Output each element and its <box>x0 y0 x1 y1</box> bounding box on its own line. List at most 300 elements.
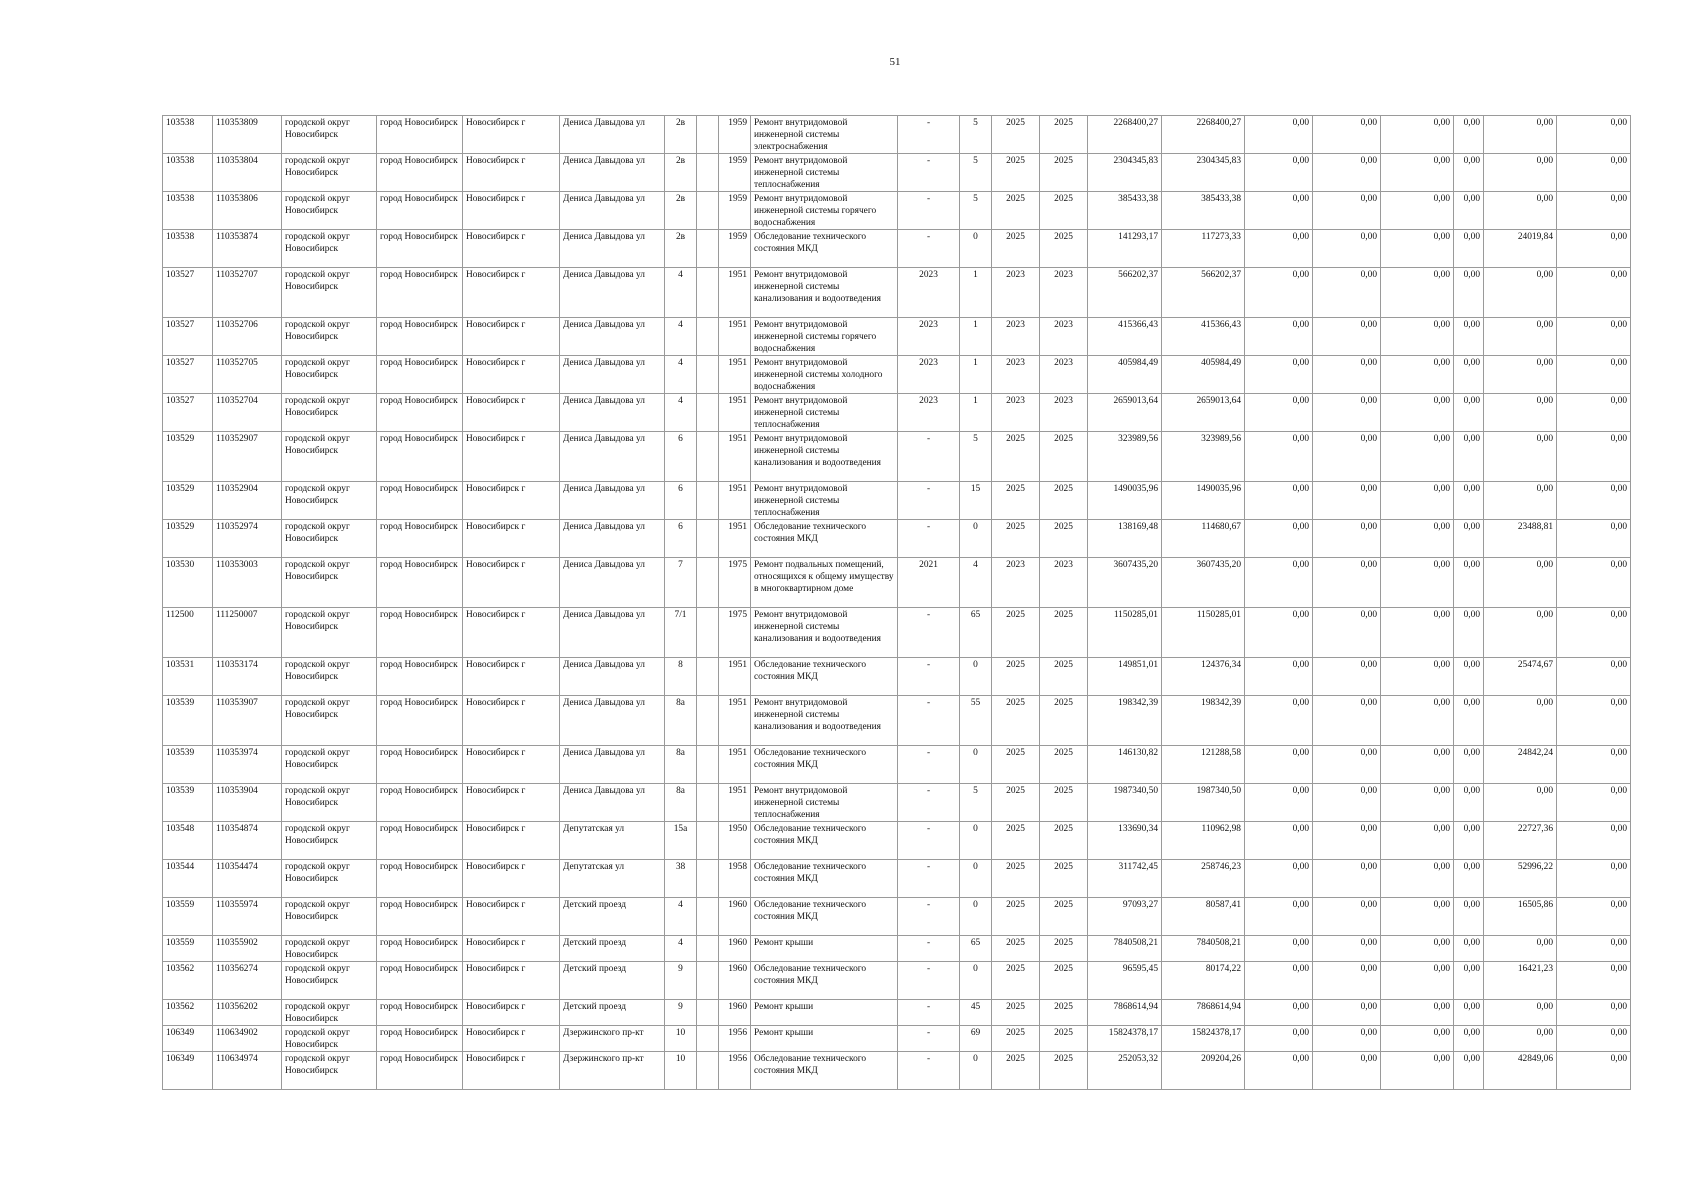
cell-plan-year-end: 2025 <box>1040 962 1088 1000</box>
cell-municipality: городской округ Новосибирск <box>282 482 377 520</box>
cell-wear: 1 <box>960 356 992 394</box>
cell-total-cost: 405984,49 <box>1088 356 1162 394</box>
cell-house-id: 103562 <box>163 962 213 1000</box>
cell-house-id: 112500 <box>163 608 213 658</box>
cell-house-number: 2в <box>665 230 697 268</box>
table-row <box>163 192 1631 230</box>
cell-prev-year: - <box>898 482 960 520</box>
cell-year-built: 1975 <box>719 558 751 608</box>
cell-cost-fund: 405984,49 <box>1162 356 1245 394</box>
cell-plan-year-start: 2025 <box>992 154 1040 192</box>
table-row <box>163 154 1631 192</box>
cell-plan-year-end: 2023 <box>1040 356 1088 394</box>
cell-street: Детский проезд <box>560 962 665 1000</box>
table-row <box>163 1026 1631 1052</box>
cell-house-id: 103527 <box>163 268 213 318</box>
cell-cost-other: 23488,81 <box>1484 520 1557 558</box>
cell-plan-year-start: 2025 <box>992 116 1040 154</box>
cell-house-id: 103527 <box>163 356 213 394</box>
cell-municipality: городской округ Новосибирск <box>282 558 377 608</box>
cell-work-type: Ремонт внутридомовой инженерной системы теплоснабжения <box>751 394 898 432</box>
cell-building <box>697 230 719 268</box>
cell-plan-year-start: 2025 <box>992 936 1040 962</box>
cell-prev-year: - <box>898 696 960 746</box>
cell-locality: Новосибирск г <box>463 898 560 936</box>
cell-house-id: 103529 <box>163 482 213 520</box>
cell-cost-reserve: 0,00 <box>1557 356 1631 394</box>
cell-locality: Новосибирск г <box>463 230 560 268</box>
cell-street: Дениса Давыдова ул <box>560 268 665 318</box>
cell-municipality: городской округ Новосибирск <box>282 822 377 860</box>
cell-cost-budget-regional: 0,00 <box>1313 192 1381 230</box>
cell-plan-year-start: 2025 <box>992 1026 1040 1052</box>
cell-plan-year-end: 2025 <box>1040 520 1088 558</box>
cell-cost-owners: 0,00 <box>1454 784 1484 822</box>
cell-cost-owners: 0,00 <box>1454 432 1484 482</box>
cell-cost-reserve: 0,00 <box>1557 784 1631 822</box>
cell-cost-budget-local: 0,00 <box>1381 268 1454 318</box>
cell-work-type: Обследование технического состояния МКД <box>751 962 898 1000</box>
cell-cost-fund: 124376,34 <box>1162 658 1245 696</box>
cell-cost-owners: 0,00 <box>1454 116 1484 154</box>
cell-plan-year-start: 2025 <box>992 1000 1040 1026</box>
cell-cost-reserve: 0,00 <box>1557 696 1631 746</box>
cell-cost-budget-regional: 0,00 <box>1313 394 1381 432</box>
table-row <box>163 936 1631 962</box>
cell-settlement: город Новосибирск <box>377 154 463 192</box>
cell-total-cost: 2304345,83 <box>1088 154 1162 192</box>
cell-year-built: 1975 <box>719 608 751 658</box>
cell-prev-year: - <box>898 154 960 192</box>
cell-municipality: городской округ Новосибирск <box>282 696 377 746</box>
cell-municipality: городской округ Новосибирск <box>282 318 377 356</box>
cell-total-cost: 1150285,01 <box>1088 608 1162 658</box>
cell-plan-year-start: 2025 <box>992 608 1040 658</box>
cell-house-number: 2в <box>665 192 697 230</box>
cell-locality: Новосибирск г <box>463 962 560 1000</box>
cell-plan-year-start: 2025 <box>992 746 1040 784</box>
cell-year-built: 1951 <box>719 784 751 822</box>
cell-house-id: 103539 <box>163 784 213 822</box>
cell-cost-reserve: 0,00 <box>1557 268 1631 318</box>
cell-wear: 0 <box>960 520 992 558</box>
cell-total-cost: 385433,38 <box>1088 192 1162 230</box>
cell-wear: 1 <box>960 394 992 432</box>
cell-cost-other: 0,00 <box>1484 318 1557 356</box>
cell-cost-other: 0,00 <box>1484 394 1557 432</box>
cell-street: Депутатская ул <box>560 860 665 898</box>
cell-plan-year-end: 2025 <box>1040 898 1088 936</box>
cell-work-id: 110353806 <box>213 192 282 230</box>
cell-year-built: 1960 <box>719 936 751 962</box>
cell-prev-year: 2023 <box>898 356 960 394</box>
cell-prev-year: - <box>898 432 960 482</box>
cell-total-cost: 3607435,20 <box>1088 558 1162 608</box>
cell-cost-budget-local: 0,00 <box>1381 520 1454 558</box>
cell-cost-budget-regional: 0,00 <box>1313 1052 1381 1090</box>
cell-plan-year-start: 2025 <box>992 520 1040 558</box>
cell-wear: 0 <box>960 822 992 860</box>
cell-street: Дениса Давыдова ул <box>560 746 665 784</box>
cell-street: Дениса Давыдова ул <box>560 318 665 356</box>
cell-plan-year-start: 2025 <box>992 822 1040 860</box>
cell-cost-fund: 258746,23 <box>1162 860 1245 898</box>
cell-cost-fund: 117273,33 <box>1162 230 1245 268</box>
cell-cost-other: 0,00 <box>1484 192 1557 230</box>
cell-street: Дениса Давыдова ул <box>560 356 665 394</box>
cell-prev-year: - <box>898 1026 960 1052</box>
cell-building <box>697 822 719 860</box>
cell-street: Дениса Давыдова ул <box>560 432 665 482</box>
cell-municipality: городской округ Новосибирск <box>282 1026 377 1052</box>
cell-total-cost: 149851,01 <box>1088 658 1162 696</box>
cell-building <box>697 608 719 658</box>
cell-cost-other: 0,00 <box>1484 268 1557 318</box>
cell-house-id: 103559 <box>163 898 213 936</box>
cell-work-type: Обследование технического состояния МКД <box>751 230 898 268</box>
cell-settlement: город Новосибирск <box>377 558 463 608</box>
cell-municipality: городской округ Новосибирск <box>282 116 377 154</box>
cell-municipality: городской округ Новосибирск <box>282 1052 377 1090</box>
cell-cost-fund: 1987340,50 <box>1162 784 1245 822</box>
cell-prev-year: - <box>898 822 960 860</box>
cell-plan-year-start: 2025 <box>992 962 1040 1000</box>
cell-cost-budget-regional: 0,00 <box>1313 558 1381 608</box>
cell-building <box>697 936 719 962</box>
table-row <box>163 696 1631 746</box>
cell-plan-year-end: 2025 <box>1040 230 1088 268</box>
cell-cost-budget-federal: 0,00 <box>1245 658 1313 696</box>
cell-total-cost: 97093,27 <box>1088 898 1162 936</box>
cell-building <box>697 898 719 936</box>
cell-house-number: 9 <box>665 1000 697 1026</box>
table-row <box>163 608 1631 658</box>
cell-cost-budget-federal: 0,00 <box>1245 898 1313 936</box>
table-row <box>163 356 1631 394</box>
cell-plan-year-end: 2025 <box>1040 784 1088 822</box>
cell-cost-fund: 2304345,83 <box>1162 154 1245 192</box>
cell-cost-reserve: 0,00 <box>1557 1026 1631 1052</box>
cell-plan-year-end: 2023 <box>1040 268 1088 318</box>
cell-work-id: 110352705 <box>213 356 282 394</box>
cell-work-type: Обследование технического состояния МКД <box>751 746 898 784</box>
cell-cost-owners: 0,00 <box>1454 520 1484 558</box>
cell-work-type: Ремонт внутридомовой инженерной системы горячего водоснабжения <box>751 318 898 356</box>
cell-cost-other: 0,00 <box>1484 116 1557 154</box>
cell-wear: 0 <box>960 898 992 936</box>
cell-wear: 0 <box>960 962 992 1000</box>
cell-house-id: 103539 <box>163 696 213 746</box>
cell-municipality: городской округ Новосибирск <box>282 432 377 482</box>
cell-cost-budget-federal: 0,00 <box>1245 860 1313 898</box>
cell-cost-budget-regional: 0,00 <box>1313 608 1381 658</box>
cell-work-type: Ремонт внутридомовой инженерной системы электроснабжения <box>751 116 898 154</box>
cell-cost-other: 0,00 <box>1484 558 1557 608</box>
table-row <box>163 230 1631 268</box>
cell-cost-fund: 15824378,17 <box>1162 1026 1245 1052</box>
cell-plan-year-end: 2025 <box>1040 860 1088 898</box>
cell-building <box>697 962 719 1000</box>
cell-locality: Новосибирск г <box>463 432 560 482</box>
cell-locality: Новосибирск г <box>463 192 560 230</box>
cell-cost-owners: 0,00 <box>1454 558 1484 608</box>
cell-house-id: 103531 <box>163 658 213 696</box>
cell-cost-budget-local: 0,00 <box>1381 658 1454 696</box>
cell-total-cost: 141293,17 <box>1088 230 1162 268</box>
table-row <box>163 746 1631 784</box>
cell-plan-year-end: 2023 <box>1040 394 1088 432</box>
cell-cost-budget-local: 0,00 <box>1381 936 1454 962</box>
cell-settlement: город Новосибирск <box>377 608 463 658</box>
cell-total-cost: 96595,45 <box>1088 962 1162 1000</box>
cell-cost-other: 16421,23 <box>1484 962 1557 1000</box>
cell-work-type: Ремонт крыши <box>751 1000 898 1026</box>
cell-house-number: 7/1 <box>665 608 697 658</box>
cell-cost-reserve: 0,00 <box>1557 860 1631 898</box>
cell-house-id: 103548 <box>163 822 213 860</box>
cell-wear: 1 <box>960 318 992 356</box>
cell-municipality: городской округ Новосибирск <box>282 394 377 432</box>
cell-cost-budget-regional: 0,00 <box>1313 784 1381 822</box>
table-row <box>163 784 1631 822</box>
cell-plan-year-start: 2025 <box>992 658 1040 696</box>
cell-cost-owners: 0,00 <box>1454 1026 1484 1052</box>
cell-cost-budget-regional: 0,00 <box>1313 936 1381 962</box>
cell-house-number: 7 <box>665 558 697 608</box>
cell-plan-year-end: 2025 <box>1040 608 1088 658</box>
cell-cost-reserve: 0,00 <box>1557 822 1631 860</box>
cell-plan-year-end: 2025 <box>1040 1026 1088 1052</box>
cell-street: Детский проезд <box>560 936 665 962</box>
cell-plan-year-end: 2023 <box>1040 318 1088 356</box>
cell-cost-fund: 323989,56 <box>1162 432 1245 482</box>
cell-year-built: 1951 <box>719 520 751 558</box>
cell-cost-other: 0,00 <box>1484 154 1557 192</box>
cell-work-id: 110353974 <box>213 746 282 784</box>
cell-cost-budget-federal: 0,00 <box>1245 318 1313 356</box>
cell-house-number: 2в <box>665 154 697 192</box>
cell-cost-reserve: 0,00 <box>1557 608 1631 658</box>
cell-cost-budget-federal: 0,00 <box>1245 1052 1313 1090</box>
cell-cost-budget-federal: 0,00 <box>1245 116 1313 154</box>
cell-cost-owners: 0,00 <box>1454 192 1484 230</box>
cell-building <box>697 318 719 356</box>
table-row <box>163 1000 1631 1026</box>
cell-cost-budget-federal: 0,00 <box>1245 608 1313 658</box>
cell-work-id: 110356274 <box>213 962 282 1000</box>
cell-house-id: 103538 <box>163 116 213 154</box>
cell-cost-other: 0,00 <box>1484 608 1557 658</box>
cell-house-number: 38 <box>665 860 697 898</box>
cell-cost-other: 0,00 <box>1484 936 1557 962</box>
cell-cost-owners: 0,00 <box>1454 394 1484 432</box>
cell-locality: Новосибирск г <box>463 746 560 784</box>
cell-cost-fund: 1150285,01 <box>1162 608 1245 658</box>
cell-house-number: 8 <box>665 658 697 696</box>
cell-wear: 5 <box>960 116 992 154</box>
cell-cost-budget-regional: 0,00 <box>1313 658 1381 696</box>
cell-cost-reserve: 0,00 <box>1557 394 1631 432</box>
cell-year-built: 1951 <box>719 482 751 520</box>
cell-cost-fund: 114680,67 <box>1162 520 1245 558</box>
cell-year-built: 1959 <box>719 192 751 230</box>
cell-prev-year: - <box>898 784 960 822</box>
cell-cost-fund: 110962,98 <box>1162 822 1245 860</box>
cell-house-number: 4 <box>665 356 697 394</box>
cell-work-type: Ремонт крыши <box>751 936 898 962</box>
cell-locality: Новосибирск г <box>463 608 560 658</box>
cell-locality: Новосибирск г <box>463 860 560 898</box>
cell-cost-reserve: 0,00 <box>1557 154 1631 192</box>
cell-total-cost: 198342,39 <box>1088 696 1162 746</box>
cell-cost-fund: 80587,41 <box>1162 898 1245 936</box>
cell-work-id: 110352907 <box>213 432 282 482</box>
cell-house-id: 103539 <box>163 746 213 784</box>
cell-settlement: город Новосибирск <box>377 268 463 318</box>
cell-house-number: 4 <box>665 394 697 432</box>
cell-building <box>697 558 719 608</box>
cell-municipality: городской округ Новосибирск <box>282 658 377 696</box>
cell-house-id: 103529 <box>163 520 213 558</box>
cell-year-built: 1951 <box>719 658 751 696</box>
cell-cost-budget-local: 0,00 <box>1381 154 1454 192</box>
cell-cost-budget-federal: 0,00 <box>1245 746 1313 784</box>
cell-work-type: Обследование технического состояния МКД <box>751 520 898 558</box>
cell-prev-year: - <box>898 192 960 230</box>
cell-plan-year-start: 2023 <box>992 558 1040 608</box>
cell-plan-year-end: 2025 <box>1040 192 1088 230</box>
cell-building <box>697 1000 719 1026</box>
cell-cost-budget-federal: 0,00 <box>1245 962 1313 1000</box>
cell-house-number: 10 <box>665 1052 697 1090</box>
cell-street: Дзержинского пр-кт <box>560 1026 665 1052</box>
cell-prev-year: - <box>898 116 960 154</box>
cell-plan-year-start: 2025 <box>992 860 1040 898</box>
cell-cost-reserve: 0,00 <box>1557 520 1631 558</box>
cell-cost-fund: 80174,22 <box>1162 962 1245 1000</box>
cell-total-cost: 133690,34 <box>1088 822 1162 860</box>
cell-work-id: 110356202 <box>213 1000 282 1026</box>
cell-cost-budget-local: 0,00 <box>1381 116 1454 154</box>
cell-cost-other: 25474,67 <box>1484 658 1557 696</box>
cell-cost-owners: 0,00 <box>1454 962 1484 1000</box>
cell-cost-budget-local: 0,00 <box>1381 784 1454 822</box>
cell-locality: Новосибирск г <box>463 482 560 520</box>
cell-locality: Новосибирск г <box>463 696 560 746</box>
cell-year-built: 1951 <box>719 318 751 356</box>
cell-work-id: 111250007 <box>213 608 282 658</box>
cell-wear: 0 <box>960 1052 992 1090</box>
cell-building <box>697 432 719 482</box>
cell-settlement: город Новосибирск <box>377 822 463 860</box>
cell-total-cost: 311742,45 <box>1088 860 1162 898</box>
cell-prev-year: - <box>898 230 960 268</box>
cell-cost-budget-regional: 0,00 <box>1313 154 1381 192</box>
cell-total-cost: 7840508,21 <box>1088 936 1162 962</box>
cell-plan-year-start: 2025 <box>992 432 1040 482</box>
cell-cost-budget-local: 0,00 <box>1381 230 1454 268</box>
cell-settlement: город Новосибирск <box>377 936 463 962</box>
cell-cost-budget-local: 0,00 <box>1381 318 1454 356</box>
cell-work-id: 110354874 <box>213 822 282 860</box>
cell-street: Дзержинского пр-кт <box>560 1052 665 1090</box>
cell-municipality: городской округ Новосибирск <box>282 608 377 658</box>
cell-plan-year-start: 2025 <box>992 898 1040 936</box>
cell-street: Дениса Давыдова ул <box>560 608 665 658</box>
cell-building <box>697 520 719 558</box>
table-row <box>163 394 1631 432</box>
cell-house-number: 9 <box>665 962 697 1000</box>
cell-total-cost: 2659013,64 <box>1088 394 1162 432</box>
cell-house-number: 6 <box>665 520 697 558</box>
cell-building <box>697 860 719 898</box>
cell-settlement: город Новосибирск <box>377 192 463 230</box>
cell-year-built: 1951 <box>719 356 751 394</box>
cell-cost-budget-federal: 0,00 <box>1245 268 1313 318</box>
cell-settlement: город Новосибирск <box>377 482 463 520</box>
cell-municipality: городской округ Новосибирск <box>282 898 377 936</box>
cell-work-type: Обследование технического состояния МКД <box>751 822 898 860</box>
cell-year-built: 1956 <box>719 1052 751 1090</box>
cell-wear: 0 <box>960 746 992 784</box>
cell-house-id: 103530 <box>163 558 213 608</box>
cell-locality: Новосибирск г <box>463 936 560 962</box>
cell-cost-other: 0,00 <box>1484 356 1557 394</box>
cell-building <box>697 268 719 318</box>
cell-wear: 5 <box>960 192 992 230</box>
cell-prev-year: - <box>898 520 960 558</box>
cell-house-number: 2в <box>665 116 697 154</box>
cell-cost-budget-regional: 0,00 <box>1313 962 1381 1000</box>
cell-plan-year-start: 2023 <box>992 356 1040 394</box>
cell-cost-reserve: 0,00 <box>1557 482 1631 520</box>
cell-total-cost: 15824378,17 <box>1088 1026 1162 1052</box>
table-row <box>163 962 1631 1000</box>
cell-year-built: 1958 <box>719 860 751 898</box>
cell-street: Дениса Давыдова ул <box>560 558 665 608</box>
cell-cost-owners: 0,00 <box>1454 658 1484 696</box>
cell-cost-budget-regional: 0,00 <box>1313 860 1381 898</box>
cell-cost-owners: 0,00 <box>1454 608 1484 658</box>
cell-cost-fund: 2268400,27 <box>1162 116 1245 154</box>
table-row <box>163 520 1631 558</box>
cell-cost-budget-federal: 0,00 <box>1245 1000 1313 1026</box>
cell-work-id: 110355974 <box>213 898 282 936</box>
cell-year-built: 1960 <box>719 1000 751 1026</box>
cell-house-number: 8а <box>665 746 697 784</box>
cell-work-type: Ремонт внутридомовой инженерной системы канализования и водоотведения <box>751 268 898 318</box>
cell-plan-year-end: 2025 <box>1040 432 1088 482</box>
cell-municipality: городской округ Новосибирск <box>282 936 377 962</box>
cell-street: Детский проезд <box>560 1000 665 1026</box>
cell-prev-year: - <box>898 898 960 936</box>
cell-cost-budget-regional: 0,00 <box>1313 520 1381 558</box>
cell-year-built: 1956 <box>719 1026 751 1052</box>
cell-plan-year-end: 2023 <box>1040 558 1088 608</box>
cell-plan-year-start: 2025 <box>992 1052 1040 1090</box>
cell-municipality: городской округ Новосибирск <box>282 154 377 192</box>
cell-work-id: 110352706 <box>213 318 282 356</box>
cell-locality: Новосибирск г <box>463 1026 560 1052</box>
cell-work-id: 110353174 <box>213 658 282 696</box>
cell-street: Дениса Давыдова ул <box>560 116 665 154</box>
cell-plan-year-start: 2025 <box>992 192 1040 230</box>
cell-cost-budget-federal: 0,00 <box>1245 432 1313 482</box>
cell-work-type: Ремонт внутридомовой инженерной системы канализования и водоотведения <box>751 432 898 482</box>
cell-municipality: городской округ Новосибирск <box>282 356 377 394</box>
table-row <box>163 318 1631 356</box>
cell-wear: 0 <box>960 860 992 898</box>
